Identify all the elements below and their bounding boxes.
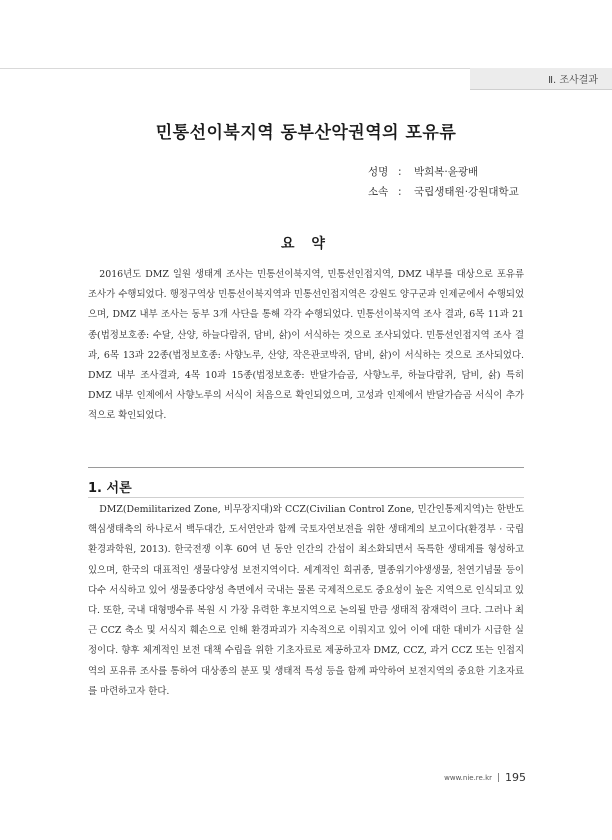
page-title: 민통선이북지역 동부산악권역의 포유류 bbox=[155, 123, 457, 143]
section-tab bbox=[470, 68, 612, 90]
abstract-heading: 요 약 bbox=[281, 236, 331, 252]
header-rule bbox=[0, 68, 470, 69]
author-affiliation-value: 국립생태원·강원대학교 bbox=[414, 186, 519, 198]
author-affiliation-separator: : bbox=[398, 186, 402, 198]
section-rule-top bbox=[88, 467, 524, 468]
author-affiliation-row bbox=[368, 182, 519, 202]
section-label: Ⅱ. 조사결과 bbox=[548, 75, 598, 86]
author-name-key: 성명 bbox=[368, 166, 389, 178]
author-name-separator: : bbox=[398, 166, 402, 178]
abstract-text: 2016년도 DMZ 일원 생태계 조사는 민통선이북지역, 민통선인접지역, DMZ 내부를 대상으로 포유류 조사가 수행되었다. 행정구역상 민통선이북지역과 민통선인접지역은 강원도 양구군과 인제군에서 수행되었으며, DMZ 내부 조사는 동부 3개 사단을 통해 각각 수행되었다. 민통선이북지역 조사 결과, 6목 11과 21종(법정보호종: 수달, 산양, 하늘다람쥐, 담비, 삵)이 서식하는 것으로 조사되었다. 민통선인접지역 조사 결과, 6목 13과 22종(법정보호종: 사향노루, 산양, 작은관코박쥐, 담비, 삵)이 서식하는 것으로 조사되었다. DMZ 내부 조사결과, 4목 10과 15종(법정보호종: 반달가슴곰, 사향노루, 하늘다람쥐, 담비, 삵) 특히 DMZ 내부 인제에서 사향노루의 서식이 처음으로 확인되었으며, 고성과 인제에서 반달가슴곰 서식이 추가적으로 확인되었다. bbox=[88, 269, 524, 422]
page-number: 195 bbox=[505, 771, 526, 784]
footer-url: www.nie.re.kr bbox=[444, 773, 492, 782]
page-footer bbox=[444, 771, 526, 784]
footer-divider bbox=[498, 773, 499, 782]
author-block bbox=[368, 162, 519, 202]
author-name-row bbox=[368, 162, 519, 182]
author-affiliation-key: 소속 bbox=[368, 186, 389, 198]
section-heading-introduction: 1. 서론 bbox=[88, 481, 132, 496]
author-name-value: 박희복·윤광배 bbox=[414, 166, 479, 178]
introduction-text: DMZ(Demilitarized Zone, 비무장지대)와 CCZ(Civilian Control Zone, 민간인통제지역)는 한반도 핵심생태축의 하나로서 백두대간, 도서연안과 함께 국토자연보전을 위한 생태계의 보고이다(환경부 · 국립환경과학원, 2013). 한국전쟁 이후 60여 년 동안 인간의 간섭이 최소화되면서 독특한 생태계를 형성하고 있으며, 한국의 대표적인 생물다양성 보전지역이다. 세계적인 희귀종, 멸종위기야생생물, 천연기념물 등이 다수 서식하고 있어 생물종다양성 측면에서 국내는 물론 국제적으로도 중요성이 높은 지역으로 인식되고 있다. 또한, 국내 대형맹수류 복원 시 가장 유력한 후보지역으로 논의될 만큼 생태적 잠재력이 크다. 그러나 최근 CCZ 축소 및 서식지 훼손으로 인해 환경파괴가 지속적으로 이뤄지고 있어 이에 대한 대비가 시급한 실정이다. 향후 체계적인 보전 대책 수립을 위한 기초자료로 제공하고자 DMZ, CCZ, 과거 CCZ 또는 인접지역의 포유류 조사를 통하여 대상종의 분포 및 생태적 특성 등을 함께 파악하여 보전지역의 중요한 기초자료를 마련하고자 한다. bbox=[88, 504, 524, 697]
section-rule-bottom bbox=[88, 497, 524, 498]
